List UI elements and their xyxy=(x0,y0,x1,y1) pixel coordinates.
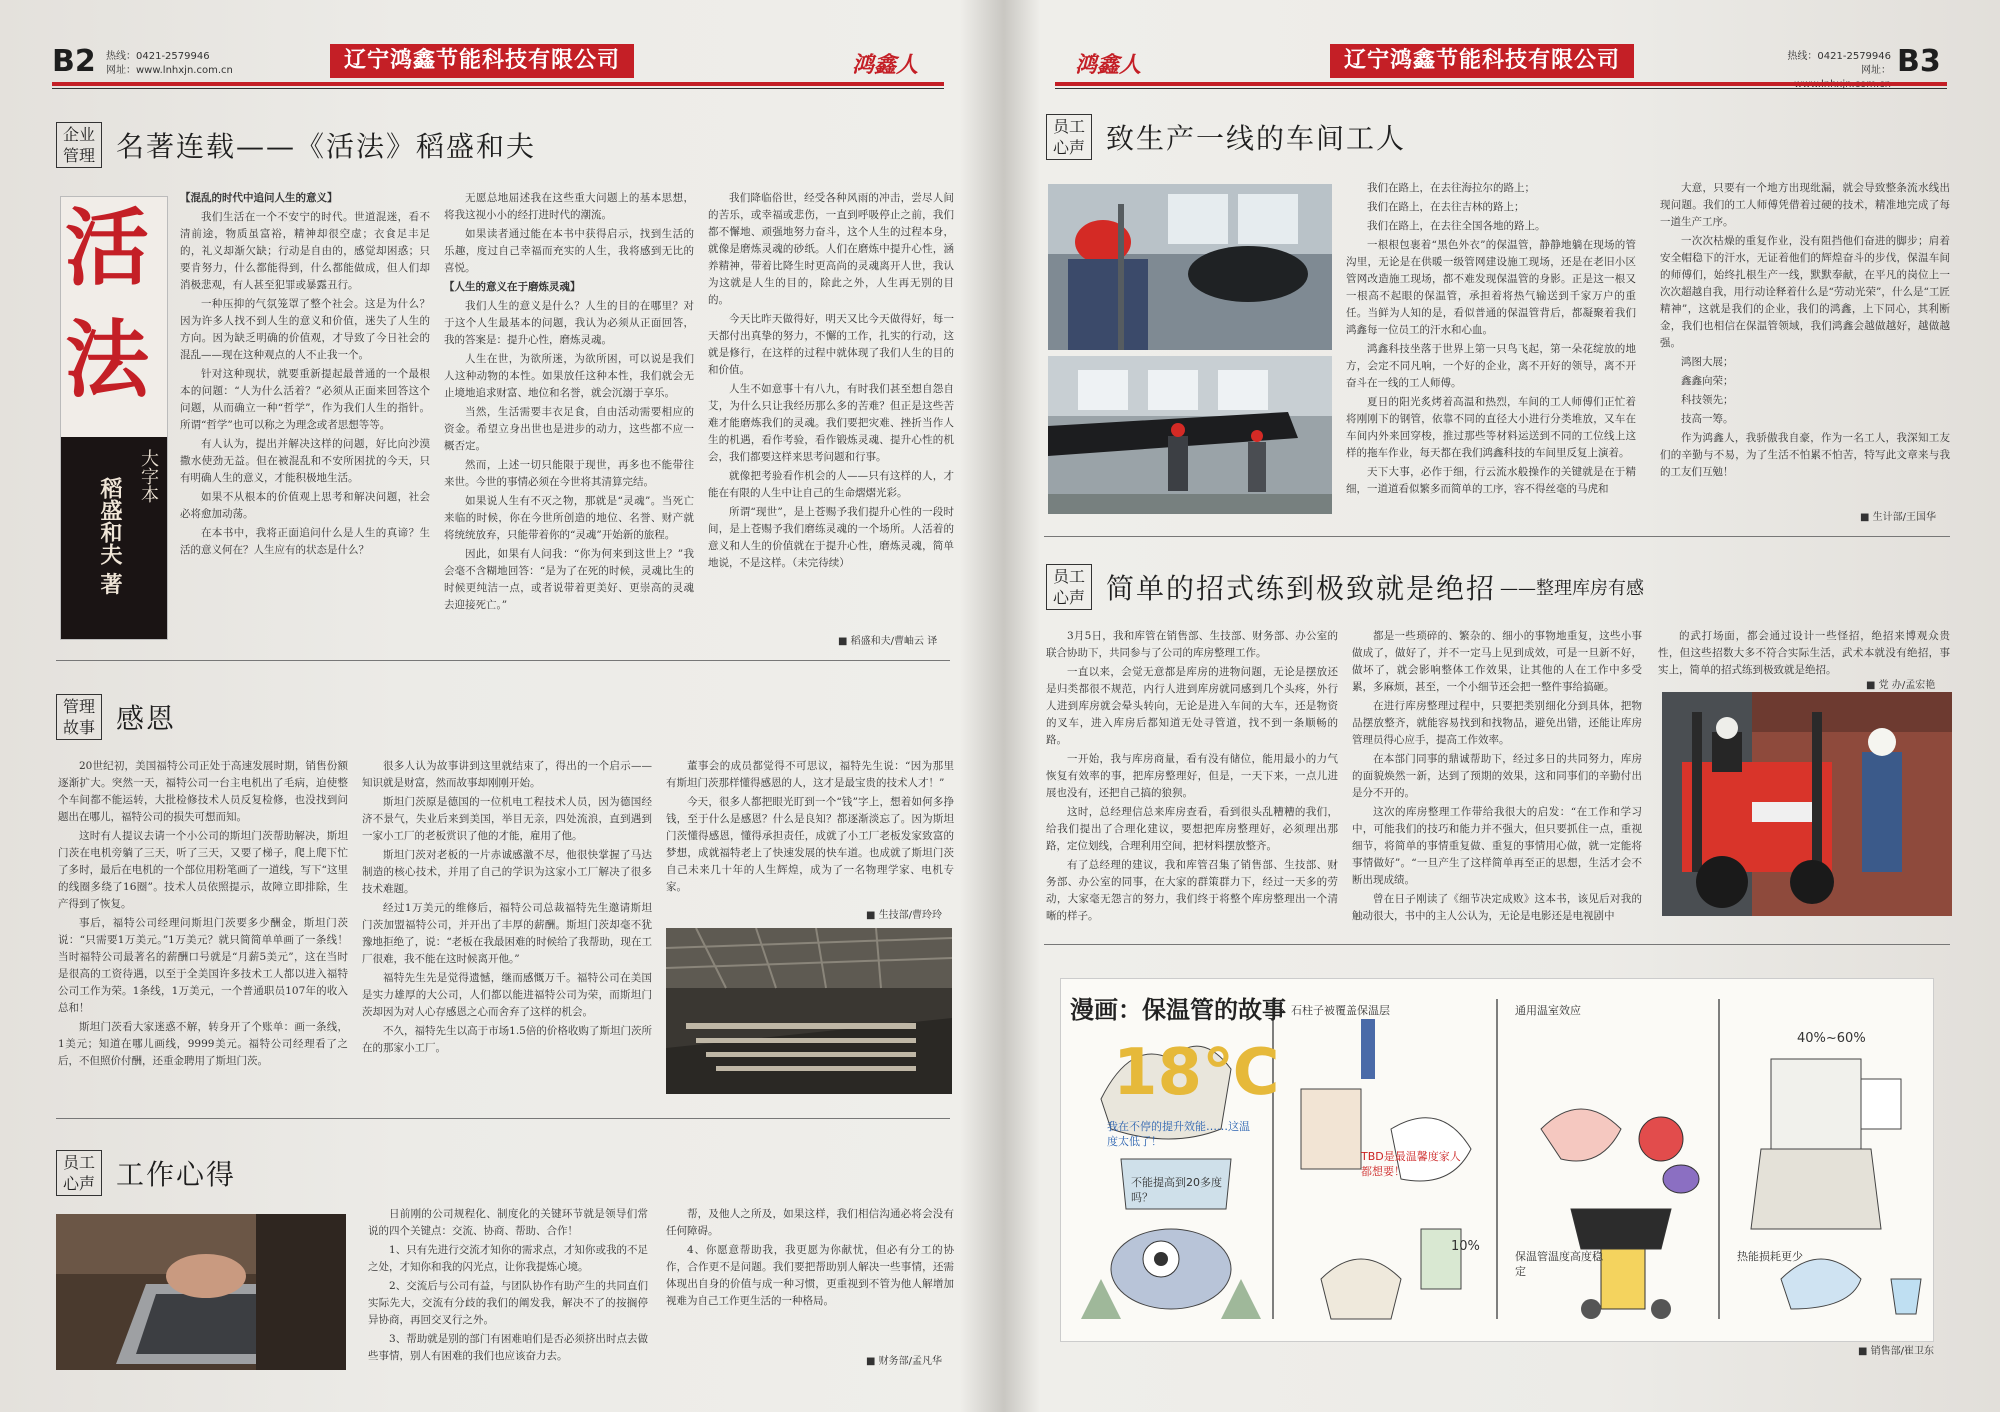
comic-note-7: 40%~60% xyxy=(1797,1031,1866,1046)
chejian-col-2: 大意，只要有一个地方出现纰漏，就会导致整条流水线出现问题。我们的工人师傅凭借着过硬的技术，精准地完成了每一道生产工序。 一次次枯燥的重复作业，没有阻挡他们奋进的脚步；肩着安全帽稳下的汗水，无证着他们的辉煌奋斗的步伐，保温车间的师傅们，始终扎根生产一线，默默奉献，在平凡的岗位上一次次超越自我，用行动诠释着什么是“劳动光荣”，什么是“工匠精神”，这就是我们的企业，我们的鸿鑫，上下同心，其利断金，我们也相信在保温管领域，我们鸿鑫会越做越好，越做越强。 鸿图大展； 鑫鑫向荣； 科技领先； 技高一筹。 作为鸿鑫人，我骄傲我自豪，作为一名工人，我深知工友们的辛勤与不易，为了生活不怕累不怕苦，特写此文章来与我的工友们互勉！ xyxy=(1660,182,1950,478)
comic-note-8: 热能损耗更少 xyxy=(1737,1250,1803,1263)
section-divider xyxy=(56,1118,950,1119)
cover-small: 大字本 xyxy=(138,449,159,503)
chejian-heading xyxy=(1046,114,1406,160)
ganen-heading xyxy=(56,694,176,740)
cover-author: 稻盛和夫 著 xyxy=(97,477,123,595)
chejian-byline: ■ 生计部/王国华 xyxy=(1860,508,1936,523)
comic-note-5: 通用温室效应 xyxy=(1515,1004,1581,1017)
comic-temperature: 18℃ xyxy=(1113,1036,1280,1110)
gongzuo-heading xyxy=(56,1150,236,1196)
worker-photo-1 xyxy=(1048,184,1332,350)
comic-percent: 10% xyxy=(1451,1239,1480,1254)
gongzuo-byline: ■ 财务部/孟凡华 xyxy=(866,1352,942,1367)
section-title: 简单的招式练到极致就是绝招 xyxy=(1106,572,1497,605)
website: 网址： xyxy=(1861,65,1891,76)
section-divider xyxy=(56,660,950,661)
right-header xyxy=(1055,40,1947,90)
comic-note-6: 保温管温度高度稳定 xyxy=(1515,1250,1603,1278)
header-rule xyxy=(1055,82,1947,86)
section-divider xyxy=(1044,536,1950,537)
cover-char-1: 活 xyxy=(65,198,150,297)
section-tag: 员工 心声 xyxy=(56,1150,102,1196)
hotline: 热线：0421-2579946 xyxy=(1787,51,1891,62)
huofa-col-1: 【混乱的时代中追问人生的意义】 我们生活在一个不安宁的时代。世道混迷，看不清前途，物质虽富裕，精神却很空虚；衣食足丰足的，礼义却渐欠缺；行动是自由的，感觉却困惑；只要肯努力，什么都能得到，什么都能做成，但人们却消极悲观，有人甚至犯罪或暴露丑行。 一种压抑的气氛笼罩了整个社会。这是为什么？因为许多人找不到人生的意义和价值，迷失了人生的方向。因为缺乏明确的价值观，才导致了今日社会的混乱——现在这种观点的人不止我一个。 针对这种现状，就要重新提起最普通的一个最根本的问题：“人为什么活着？”必须从正面来回答这个问题，从而确立一种“哲学”，作为我们人生的指针。所谓“哲学”也可以称之为理念或者思想等等。 有人认为，提出并解决这样的问题，好比向沙漠撒水使劲无益。但在被混乱和不安所困扰的今天，只有明确人生的意义，才能积极地生活。 如果不从根本的价值观上思考和解决问题，社会必将愈加动荡。 在本书中，我将正面追问什么是人生的真谛？生活的意义何在？人生应有的状态是什么？ xyxy=(180,192,430,556)
chejian-col-1: 我们在路上，在去往海拉尔的路上； 我们在路上，在去往吉林的路上； 我们在路上，在去往全国各地的路上。 一根根包裹着“黑色外衣”的保温管，静静地躺在现场的管沟里，无论是在供暖一级管网建设施工现场，还是在老旧小区管网改造施工现场，都不难发现保温管的身影。正是这一根又一根高不起眼的保温管，承担着将热气输送到千家万户的重任。当鲜为人知的是，看似普通的保温管背后，都凝聚着我们鸿鑫每一位员工的汗水和心血。 鸿鑫科技坐落于世界上第一只鸟飞起，第一朵花绽放的地方，会定不同凡响，一个好的企业，离不开好的领导，离不开奋斗在一线的工人师傅。 夏日的阳光炙烤着高温和热烈，车间的工人师傅们正忙着将刚刚下的钢管，依靠不同的直径大小进行分类堆放，又车在车间内外来回穿梭，推过那些等材料运送到不同的工位线上这样的拖车作业，每天都在我们鸿鑫科技的车间里反复上演着。 天下大事，必作于细，行云流水般操作的关键就是在于精细，一道道看似繁多而简单的工序，容不得丝毫的马虎和 xyxy=(1346,182,1636,495)
zhaoshi-col-3: 的武打场面，都会通过设计一些怪招，绝招来博观众贵性，但这些招数大多不符合实际生活，武术本就没有绝招，事实上，简单的招式练到极致就是绝招。 xyxy=(1658,630,1950,676)
zhaoshi-heading xyxy=(1046,564,1644,610)
page-number: B2 xyxy=(52,44,96,79)
forklift-photo xyxy=(1662,692,1952,916)
hotline: 热线：0421-2579946 xyxy=(106,51,210,62)
gongzuo-col-2: 帮，及他人之所及，如果这样，我们相信沟通必将会没有任何障碍。 4、你愿意帮助我，我更愿为你献忧，但必有分工的协作，合作更不是问题。我们要把帮助别人解决一些事情，还需体现出自身的价值与成一种习惯，更重视到不管为他人解增加视难为自己工作更生活的一种格局。 xyxy=(666,1208,954,1307)
section-subtitle: ——整理库房有感 xyxy=(1500,578,1645,599)
header-rule xyxy=(52,82,944,86)
contact-info xyxy=(106,50,233,78)
gongzuo-col-1: 日前刚的公司规程化、制度化的关键环节就是领导们常说的四个关键点：交流、协商、帮助、合作！ 1、只有先进行交流才知你的需求点，才知你或我的不足之处，才知你和我的闪光点，让你我提炼心境。 2、交流后与公司有益，与团队协作有助产生的共同直们实际先大，交流有分歧的我们的阐发我，解决不了的按搁停异协商，再回交叉行之外。 3、帮助就是别的部门有困难咱们是否必须挤出时点去做些事情，别人有困难的我们也应该奋力去。 xyxy=(368,1208,648,1362)
section-tag: 企业 管理 xyxy=(56,122,102,168)
company-logo: 鸿鑫人 xyxy=(852,52,919,78)
section-title: 工作心得 xyxy=(116,1158,237,1191)
comic-note-1: 我在不停的提升效能……这温度太低了！ xyxy=(1107,1120,1250,1148)
company-banner: 辽宁鸿鑫节能科技有限公司 xyxy=(1330,44,1634,78)
book-cover xyxy=(60,196,168,640)
website: 网址：www.lnhxjn.com.cn xyxy=(106,65,233,76)
header-thin-rule xyxy=(52,88,944,89)
company-banner: 辽宁鸿鑫节能科技有限公司 xyxy=(330,44,634,78)
section-tag: 员工 心声 xyxy=(1046,564,1092,610)
section-title: 致生产一线的车间工人 xyxy=(1106,122,1407,155)
section-title: 感恩 xyxy=(116,702,177,735)
huofa-byline: ■ 稻盛和夫/曹岫云 译 xyxy=(838,632,937,647)
huofa-heading xyxy=(56,122,536,168)
section-title: 名著连载——《活法》稻盛和夫 xyxy=(116,130,537,163)
worker-photo-2 xyxy=(1048,356,1332,514)
laptop-photo xyxy=(56,1214,346,1370)
header-thin-rule xyxy=(1055,88,1947,89)
comic-panel xyxy=(1060,978,1934,1342)
page-number: B3 xyxy=(1897,44,1941,79)
comic-note-3: TBD是最温馨度家人都想要！ xyxy=(1361,1150,1461,1178)
ganen-byline: ■ 生技部/曹玲玲 xyxy=(866,906,942,921)
cover-band xyxy=(61,437,167,639)
left-header xyxy=(52,40,944,90)
company-logo: 鸿鑫人 xyxy=(1075,52,1142,78)
ganen-col-1: 20世纪初，美国福特公司正处于高速发展时期，销售份额逐渐扩大。突然一天，福特公司一台主电机出了毛病，迫使整个车间都不能运转，大批检修技术人员反复检修，也没找到问题出在哪儿，福特公司的损失可想而知。 这时有人提议去请一个小公司的斯坦门茨帮助解决，斯坦门茨在电机旁躺了三天，听了三天，又要了梯子，爬上爬下忙了多时，最后在电机的一个部位用粉笔画了一道线，写下“这里的线圈多绕了16圈”。技术人员依照提示，故障立即排除，生产得到了恢复。 事后，福特公司经理问斯坦门茨要多少酬金，斯坦门茨说：“只需要1万美元。”1万美元？就只简简单单画了一条线！当时福特公司最著名的薪酬口号就是“月薪5美元”，这在当时是很高的工资待遇，以至于全美国许多技术工人都以进入福特公司工作为荣。1条线，1万美元，一个普通职员107年的收入总和！ 斯坦门茨看大家迷惑不解，转身开了个账单：画一条线，1美元；知道在哪儿画线，9999美元。福特公司经理看了之后，不但照价付酬，还重金聘用了斯坦门茨。 xyxy=(58,760,348,1067)
huofa-col-3: 我们降临俗世，经受各种风雨的冲击，尝尽人间的苦乐，或幸福或悲伤，一直到呼吸停止之前，我们都不懈地、顽强地努力奋斗，这个人生的过程本身，就像是磨炼灵魂的砂纸。人们在磨炼中提升心性，涵养精神，带着比降生时更高尚的灵魂离开人世，我认为这就是人生的目的，除此之外，人生再无别的目的。 今天比昨天做得好，明天又比今天做得好，每一天都付出真挚的努力，不懈的工作，扎实的行动，这就是修行，在这样的过程中就体现了我们人生的目的和价值。 人生不如意事十有八九，有时我们甚至想自怨自艾，为什么只让我经历那么多的苦难？但正是这些苦难才能磨炼我们的灵魂。我们要把灾难、挫折当作人生的机遇，看作考验，看作锻炼灵魂、提升心性的机会，我们都要这样来思考问题和行事。 就像把考验看作机会的人——只有这样的人，才能在有限的人生中让自己的生命熠熠光彩。 所谓“现世”，是上苍赐予我们提升心性的一段时间，是上苍赐予我们磨练灵魂的一个场所。人活着的意义和人生的价值就在于提升心性，磨炼灵魂，简单地说，不是这样。（未完待续） xyxy=(708,192,954,569)
ganen-col-2: 很多人认为故事讲到这里就结束了，得出的一个启示——知识就是财富，然而故事却刚刚开始。 斯坦门茨原是德国的一位机电工程技术人员，因为德国经济不景气，失业后来到美国，举目无亲，四处流浪，直到遇到一家小工厂的老板赏识了他的才能，雇用了他。 斯坦门茨对老板的一片赤诚感激不尽，他很快掌握了马达制造的核心技术，并用了自己的学识为这家小工厂解决了很多技术难题。 经过1万美元的维修后，福特公司总裁福特先生邀请斯坦门茨加盟福特公司，并开出了丰厚的薪酬。斯坦门茨却毫不犹豫地拒绝了，说：“老板在我最困难的时候给了我帮助，现在工厂很难，我不能在这时候离开他。” 福特先生先是觉得遗憾，继而感慨万千。福特公司在美国是实力雄厚的大公司，人们都以能进福特公司为荣，而斯坦门茨却因为对人心存感恩之心而舍弃了这样的机会。 不久，福特先生以高于市场1.5倍的价格收购了斯坦门茨所在的那家小工厂。 xyxy=(362,760,652,1054)
factory-photo xyxy=(666,928,952,1094)
zhaoshi-col-2: 都是一些琐碎的、繁杂的、细小的事物地重复，这些小事做成了，做好了，并不一定马上见到成效，可是一旦新不好，做坏了，就会影响整体工作效果，让其他的人在工作中多受累，多麻烦，甚至，一个小细节还会把一整件事给搞砸。 在进行库房整理过程中，只要把类别细化分到具体，把物品摆放整齐，就能容易找到和找物品，避免出错，还能让库房管理员得心应手，提高工作效率。 在本部门同事的鼎诚帮助下，经过多日的共同努力，库房的面貌焕然一新，达到了预期的效果，这和同事们的辛勤付出是分不开的。 这次的库房整理工作带给我很大的启发：“在工作和学习中，可能我们的技巧和能力并不强大，但只要抓住一点，重视细节，将简单的事情重复做、重复的事情用心做，就一定能将事情做好”。“一旦产生了这样简单再至正的思想，生活才会不断出现成绩。 曾在日子刚读了《细节决定成败》这本书，该见后对我的触动很大，书中的主人公认为，无论是电影还是电视剧中 xyxy=(1352,630,1642,922)
ganen-col-3: 董事会的成员都觉得不可思议，福特先生说：“因为那里有斯坦门茨那样懂得感恩的人，这才是最宝贵的技术人才！” 今天，很多人都把眼光盯到一个“钱”字上，想着如何多挣钱，至于什么是感恩？什么是良知？都逐渐淡忘了。因为斯坦门茨懂得感恩，懂得承担责任，成就了小工厂老板发家致富的梦想，成就福特老上了快速发展的快车道。也成就了斯坦门茨自己未来几十年的人生辉煌，成为了一名物理学家、电机专家。 xyxy=(666,760,954,893)
comic-note-2: 不能提高到20多度吗？ xyxy=(1131,1176,1222,1204)
section-tag: 管理 故事 xyxy=(56,694,102,740)
section-tag: 员工 心声 xyxy=(1046,114,1092,160)
huofa-col-2: 无愿总地屈述我在这些重大问题上的基本思想，将我这视小小的经打进时代的潮流。 如果读者通过能在本书中获得启示，找到生活的乐趣，度过自己幸福而充实的人生，我将感到无比的喜悦。 【人生的意义在于磨炼灵魂】 我们人生的意义是什么？人生的目的在哪里？对于这个人生最基本的问题，我认为必须从正面回答，我的答案是：提升心性，磨炼灵魂。 人生在世，为欲所迷，为欲所困，可以说是我们人这种动物的本性。如果放任这种本性，我们就会无止境地追求财富、地位和名誉，就会沉溺于享乐。 当然，生活需要丰衣足食，自由活动需要相应的资金。希望立身出世也是进步的动力，这些都不应一概否定。 然而，上述一切只能限于现世，再多也不能带往来世。今世的事情必须在今世将其清算完结。 如果说人生有不灭之物，那就是“灵魂”。当死亡来临的时候，你在今世所创造的地位、名誉、财产就将统统放弃，只能带着你的“灵魂”开始新的旅程。 因此，如果有人问我：“你为何来到这世上？”我会毫不含糊地回答：“是为了在死的时候，灵魂比生的时候更纯洁一点，或者说带着更美好、更崇高的灵魂去迎接死亡。” xyxy=(444,192,694,611)
comic-title: 漫画：保温管的故事 xyxy=(1070,996,1286,1024)
zhaoshi-col-1: 3月5日，我和库管在销售部、生技部、财务部、办公室的联合协助下，共同参与了公司的库房整理工作。 一直以来，会觉无意都是库房的进物问题，无论是摆放还是归类都很不规范，内行人进到库房就同感到几个头疼，外行人进到库房就会晕头转向，无论是进入车间的大车，还是物资的叉车，进入库房后都知道无处寻管道，找不到一条顺畅的路。 一开始，我与库房商量，看有没有储位，能用最小的力气恢复有效率的事，把库房整理好，但是，一天下来，一点儿进展也没有，还把自己搞的狼狈。 这时，总经理信总来库房查看，看到很头乱糟糟的我们，给我们提出了合理化建议，要想把库房整理好，必须理出那路，定位划线，合理利用空间，把材料摆放整齐。 有了总经理的建议，我和库管召集了销售部、生技部、财务部、办公室的同事，在大家的群策群力下，经过一天多的劳动，大家毫无怨言的努力，我们终于将整个库房整理出一个清晰的样子。 xyxy=(1046,630,1338,922)
zhaoshi-byline: ■ 党 办/孟宏艳 xyxy=(1866,676,1935,691)
section-divider xyxy=(1044,944,1950,945)
comic-note-4: 石柱子被覆盖保温层 xyxy=(1291,1004,1390,1017)
comic-byline: ■ 销售部/崔卫东 xyxy=(1858,1342,1934,1357)
cover-char-2: 法 xyxy=(65,310,150,409)
